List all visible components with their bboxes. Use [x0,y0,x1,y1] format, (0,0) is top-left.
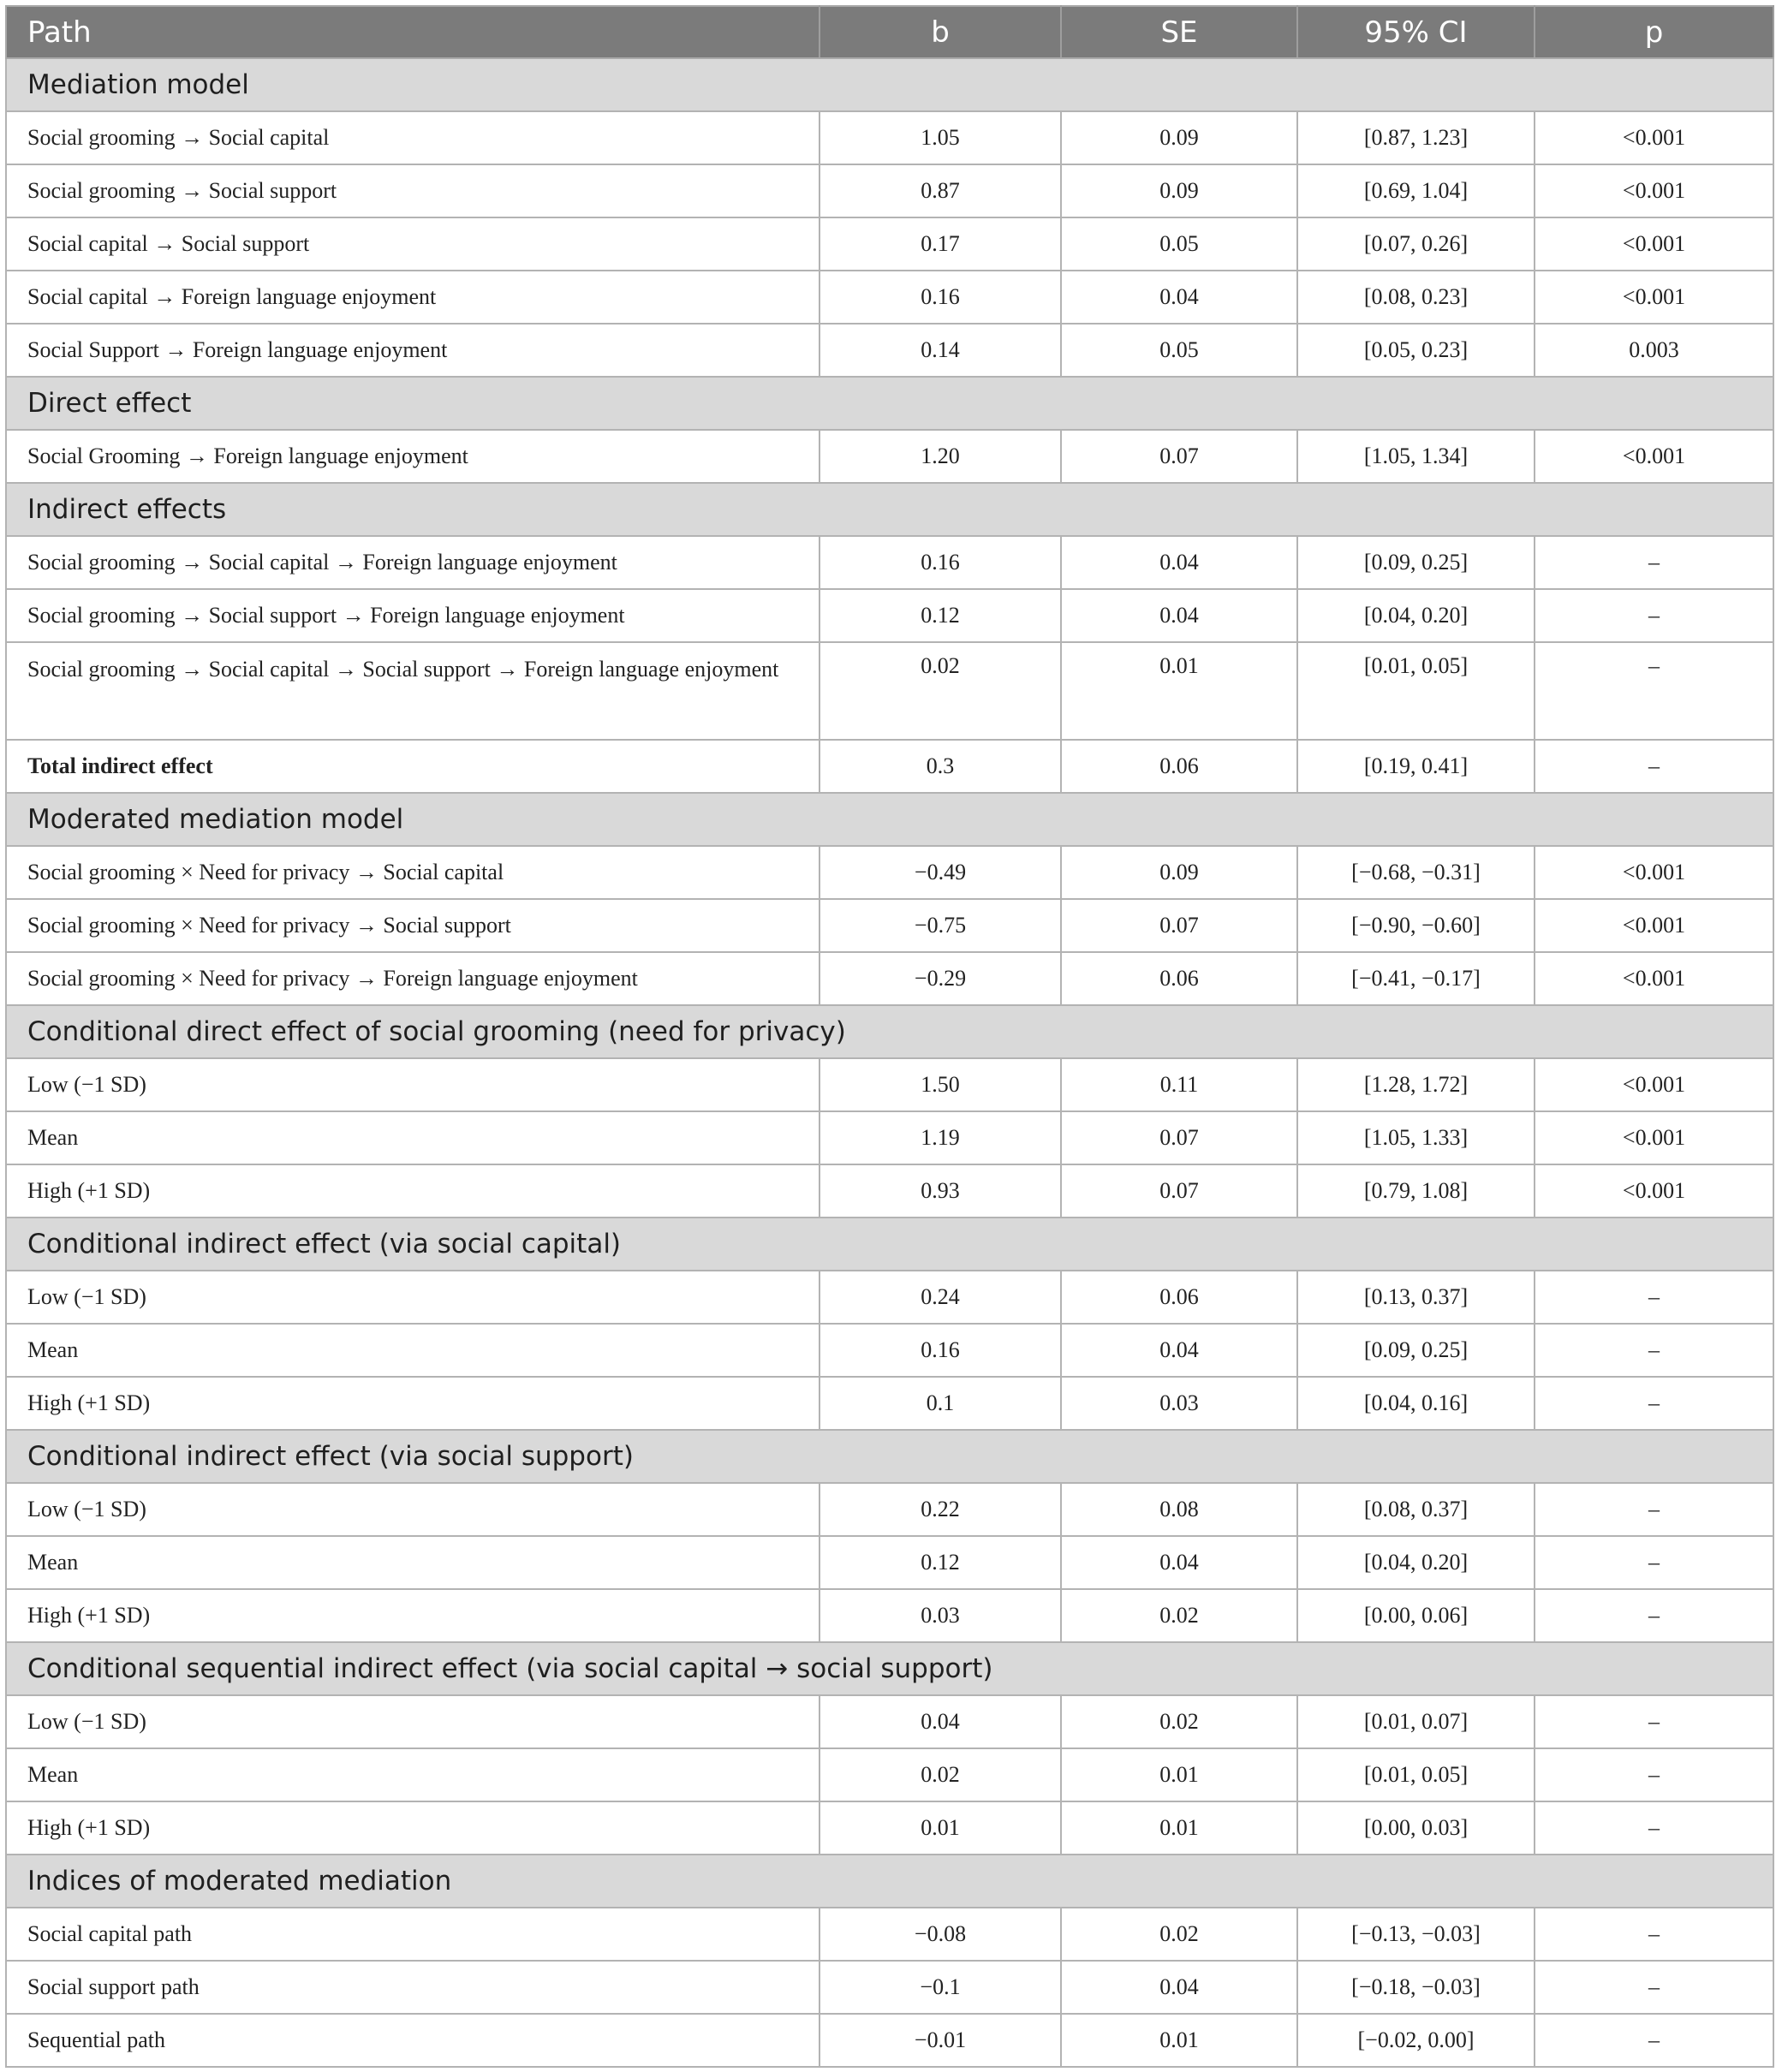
cell-ci: [1.05, 1.34] [1297,430,1535,483]
cell-path: Social capital → Foreign language enjoyment [6,271,819,324]
cell-p: – [1535,1377,1773,1430]
cell-path: Low (−1 SD) [6,1058,819,1111]
cell-se: 0.06 [1061,1271,1297,1324]
table-row [6,1377,1773,1430]
cell-path: Social capital path [6,1908,819,1961]
cell-path: Social grooming → Social capital → Social support → Foreign language enjoyment [6,642,819,740]
section-title: Moderated mediation model [6,793,1773,846]
cell-se: 0.04 [1061,589,1297,642]
table-row [6,217,1773,271]
cell-p: 0.003 [1535,324,1773,377]
cell-path: Social grooming → Social capital [6,111,819,164]
cell-ci: [0.05, 0.23] [1297,324,1535,377]
table-row [6,1801,1773,1855]
section-title: Conditional indirect effect (via social capital) [6,1218,1773,1271]
cell-b: −0.75 [819,899,1061,952]
header-ci: 95% CI [1297,6,1535,58]
cell-se: 0.11 [1061,1058,1297,1111]
cell-b: 1.05 [819,111,1061,164]
cell-se: 0.07 [1061,1111,1297,1164]
cell-ci: [1.28, 1.72] [1297,1058,1535,1111]
cell-se: 0.01 [1061,2014,1297,2067]
section-title: Conditional indirect effect (via social support) [6,1430,1773,1483]
cell-se: 0.07 [1061,430,1297,483]
cell-b: 0.22 [819,1483,1061,1536]
section-title: Indices of moderated mediation [6,1855,1773,1908]
cell-path: Total indirect effect [6,740,819,793]
cell-b: 1.50 [819,1058,1061,1111]
cell-p: <0.001 [1535,217,1773,271]
cell-path: Low (−1 SD) [6,1695,819,1748]
cell-path: Social grooming × Need for privacy → Social capital [6,846,819,899]
cell-se: 0.02 [1061,1908,1297,1961]
cell-p: <0.001 [1535,952,1773,1005]
cell-ci: [0.69, 1.04] [1297,164,1535,217]
section-header-row [6,793,1773,846]
cell-b: 0.12 [819,1536,1061,1589]
table-row [6,846,1773,899]
cell-p: <0.001 [1535,846,1773,899]
cell-path: Social capital → Social support [6,217,819,271]
header-row [6,6,1773,58]
table-row [6,271,1773,324]
cell-se: 0.03 [1061,1377,1297,1430]
cell-se: 0.06 [1061,740,1297,793]
cell-ci: [0.19, 0.41] [1297,740,1535,793]
cell-b: 0.87 [819,164,1061,217]
cell-p: <0.001 [1535,1164,1773,1218]
cell-path: Social Support → Foreign language enjoyment [6,324,819,377]
cell-ci: [−0.68, −0.31] [1297,846,1535,899]
cell-path: High (+1 SD) [6,1377,819,1430]
results-table [5,5,1774,2068]
table-row [6,1748,1773,1801]
cell-ci: [0.87, 1.23] [1297,111,1535,164]
table-row [6,642,1773,740]
cell-b: −0.08 [819,1908,1061,1961]
cell-ci: [0.07, 0.26] [1297,217,1535,271]
cell-b: −0.49 [819,846,1061,899]
cell-b: 0.14 [819,324,1061,377]
table-row [6,740,1773,793]
cell-ci: [−0.02, 0.00] [1297,2014,1535,2067]
cell-ci: [0.09, 0.25] [1297,536,1535,589]
cell-p: – [1535,2014,1773,2067]
cell-se: 0.01 [1061,642,1297,740]
cell-ci: [0.01, 0.07] [1297,1695,1535,1748]
cell-se: 0.05 [1061,217,1297,271]
cell-se: 0.04 [1061,271,1297,324]
section-title: Conditional sequential indirect effect (via social capital → social support) [6,1642,1773,1695]
table-row [6,1111,1773,1164]
cell-p: <0.001 [1535,430,1773,483]
cell-p: – [1535,1271,1773,1324]
cell-path: Social grooming → Social capital → Foreign language enjoyment [6,536,819,589]
table-row [6,430,1773,483]
cell-b: 0.03 [819,1589,1061,1642]
table-row [6,1164,1773,1218]
cell-p: <0.001 [1535,1058,1773,1111]
cell-se: 0.07 [1061,899,1297,952]
cell-p: – [1535,1908,1773,1961]
section-title: Conditional direct effect of social grooming (need for privacy) [6,1005,1773,1058]
cell-p: <0.001 [1535,899,1773,952]
cell-se: 0.04 [1061,1536,1297,1589]
cell-path: High (+1 SD) [6,1589,819,1642]
cell-path: Mean [6,1536,819,1589]
cell-ci: [0.13, 0.37] [1297,1271,1535,1324]
cell-p: – [1535,1589,1773,1642]
cell-b: −0.29 [819,952,1061,1005]
cell-path: Mean [6,1324,819,1377]
section-header-row [6,1430,1773,1483]
section-title: Mediation model [6,58,1773,111]
cell-ci: [0.08, 0.37] [1297,1483,1535,1536]
cell-se: 0.09 [1061,846,1297,899]
cell-ci: [0.08, 0.23] [1297,271,1535,324]
cell-path: Mean [6,1748,819,1801]
cell-ci: [0.01, 0.05] [1297,642,1535,740]
cell-se: 0.06 [1061,952,1297,1005]
cell-b: 0.02 [819,642,1061,740]
cell-b: 0.04 [819,1695,1061,1748]
header-b: b [819,6,1061,58]
header-p: p [1535,6,1773,58]
table-row [6,1324,1773,1377]
table-row [6,164,1773,217]
section-header-row [6,58,1773,111]
cell-path: Social support path [6,1961,819,2014]
cell-path: Social grooming × Need for privacy → Social support [6,899,819,952]
cell-ci: [0.04, 0.16] [1297,1377,1535,1430]
cell-b: −0.01 [819,2014,1061,2067]
cell-se: 0.01 [1061,1801,1297,1855]
table-row [6,2014,1773,2067]
cell-p: <0.001 [1535,164,1773,217]
cell-p: – [1535,1801,1773,1855]
cell-ci: [−0.90, −0.60] [1297,899,1535,952]
table-row [6,1271,1773,1324]
cell-path: High (+1 SD) [6,1801,819,1855]
cell-ci: [0.79, 1.08] [1297,1164,1535,1218]
cell-path: High (+1 SD) [6,1164,819,1218]
cell-path: Low (−1 SD) [6,1483,819,1536]
cell-p: – [1535,1748,1773,1801]
cell-p: – [1535,740,1773,793]
cell-path: Social grooming × Need for privacy → Foreign language enjoyment [6,952,819,1005]
table-row [6,1908,1773,1961]
cell-b: 0.12 [819,589,1061,642]
section-header-row [6,1642,1773,1695]
cell-p: – [1535,589,1773,642]
cell-b: 1.19 [819,1111,1061,1164]
cell-path: Mean [6,1111,819,1164]
cell-se: 0.05 [1061,324,1297,377]
section-title: Indirect effects [6,483,1773,536]
section-header-row [6,377,1773,430]
table-row [6,324,1773,377]
cell-se: 0.04 [1061,536,1297,589]
cell-b: 0.1 [819,1377,1061,1430]
table-row [6,1483,1773,1536]
cell-ci: [−0.13, −0.03] [1297,1908,1535,1961]
cell-p: – [1535,1536,1773,1589]
cell-ci: [0.04, 0.20] [1297,589,1535,642]
cell-b: 0.24 [819,1271,1061,1324]
table-row [6,589,1773,642]
cell-p: – [1535,1324,1773,1377]
cell-p: <0.001 [1535,111,1773,164]
cell-se: 0.08 [1061,1483,1297,1536]
cell-path: Low (−1 SD) [6,1271,819,1324]
cell-se: 0.09 [1061,164,1297,217]
cell-b: 0.17 [819,217,1061,271]
cell-b: 0.01 [819,1801,1061,1855]
cell-p: – [1535,536,1773,589]
cell-p: <0.001 [1535,1111,1773,1164]
table-row [6,952,1773,1005]
table-body [6,58,1773,2067]
cell-se: 0.04 [1061,1324,1297,1377]
cell-b: 0.3 [819,740,1061,793]
cell-ci: [0.09, 0.25] [1297,1324,1535,1377]
cell-p: – [1535,1961,1773,2014]
cell-ci: [−0.41, −0.17] [1297,952,1535,1005]
cell-se: 0.04 [1061,1961,1297,2014]
cell-se: 0.02 [1061,1695,1297,1748]
cell-ci: [1.05, 1.33] [1297,1111,1535,1164]
table-row [6,899,1773,952]
cell-b: 1.20 [819,430,1061,483]
section-header-row [6,1855,1773,1908]
table-row [6,536,1773,589]
cell-path: Social grooming → Social support [6,164,819,217]
cell-b: 0.16 [819,271,1061,324]
cell-ci: [0.00, 0.03] [1297,1801,1535,1855]
cell-path: Sequential path [6,2014,819,2067]
cell-b: 0.16 [819,1324,1061,1377]
cell-se: 0.02 [1061,1589,1297,1642]
cell-ci: [−0.18, −0.03] [1297,1961,1535,2014]
cell-ci: [0.00, 0.06] [1297,1589,1535,1642]
header-se: SE [1061,6,1297,58]
cell-path: Social grooming → Social support → Foreign language enjoyment [6,589,819,642]
cell-p: – [1535,1695,1773,1748]
section-title: Direct effect [6,377,1773,430]
section-header-row [6,1218,1773,1271]
cell-path: Social Grooming → Foreign language enjoyment [6,430,819,483]
cell-b: 0.16 [819,536,1061,589]
cell-ci: [0.01, 0.05] [1297,1748,1535,1801]
cell-b: −0.1 [819,1961,1061,2014]
table-row [6,1695,1773,1748]
cell-b: 0.02 [819,1748,1061,1801]
cell-se: 0.09 [1061,111,1297,164]
cell-ci: [0.04, 0.20] [1297,1536,1535,1589]
table-row [6,1058,1773,1111]
header-path: Path [6,6,819,58]
cell-se: 0.07 [1061,1164,1297,1218]
cell-p: – [1535,1483,1773,1536]
cell-p: <0.001 [1535,271,1773,324]
table-row [6,111,1773,164]
section-header-row [6,1005,1773,1058]
table-row [6,1961,1773,2014]
table-row [6,1536,1773,1589]
cell-se: 0.01 [1061,1748,1297,1801]
cell-p: – [1535,642,1773,740]
section-header-row [6,483,1773,536]
cell-b: 0.93 [819,1164,1061,1218]
table-row [6,1589,1773,1642]
